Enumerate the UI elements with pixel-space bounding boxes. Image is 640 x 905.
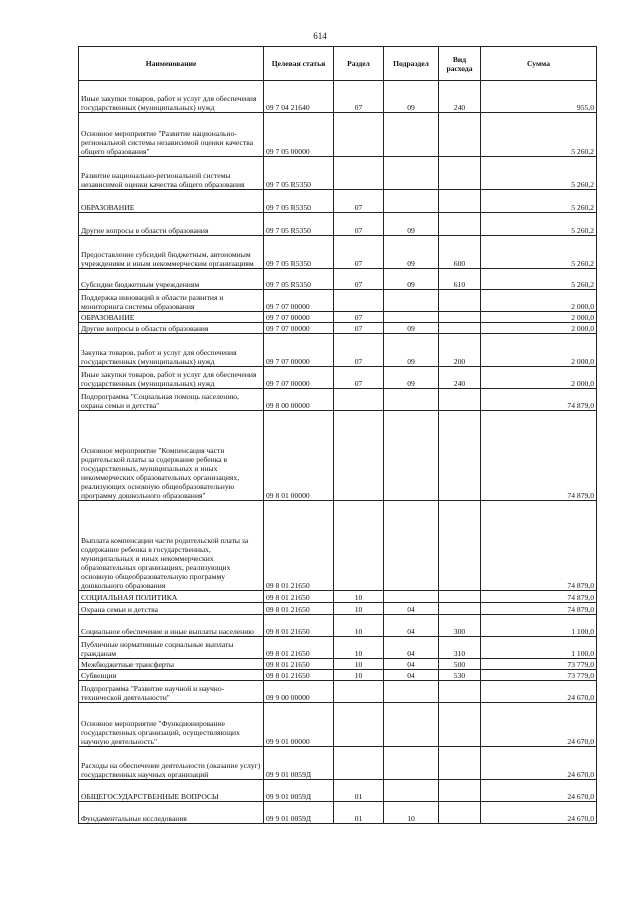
row-name-cell: ОБРАЗОВАНИЕ — [79, 312, 264, 323]
row-name-cell: Охрана семьи и детства — [79, 603, 264, 615]
table-row — [79, 659, 597, 670]
row-subsection-cell: 04 — [384, 670, 439, 681]
row-code-cell: 09 8 01 21650 — [264, 501, 334, 591]
row-section-cell — [334, 747, 384, 780]
row-type-cell — [439, 213, 481, 236]
row-type-cell — [439, 157, 481, 190]
row-type-cell: 500 — [439, 659, 481, 670]
table-row — [79, 747, 597, 780]
row-subsection-cell: 04 — [384, 603, 439, 615]
row-subsection-cell — [384, 681, 439, 703]
row-sum-cell: 74 879,0 — [481, 411, 597, 501]
header-code: Целевая статья — [264, 47, 334, 81]
table-row — [79, 157, 597, 190]
row-name-cell: Выплата компенсации части родительской платы за содержание ребенка в государственных, муниципальных и иных некоммерческих образовательных организациях, реализующих основную общеобразовательную программу дошкольного образования — [79, 501, 264, 591]
table-header-row — [79, 47, 597, 81]
row-sum-cell: 5 260,2 — [481, 157, 597, 190]
table-row — [79, 190, 597, 213]
row-code-cell: 09 8 01 21650 — [264, 591, 334, 603]
row-code-cell: 09 7 07 00000 — [264, 323, 334, 334]
row-name-cell: Развитие национально-региональной системы независимой оценки качества общего образования — [79, 157, 264, 190]
row-section-cell — [334, 681, 384, 703]
row-subsection-cell: 10 — [384, 802, 439, 824]
row-name-cell: Социальное обеспечение и иные выплаты населению — [79, 615, 264, 637]
row-type-cell — [439, 703, 481, 747]
row-subsection-cell: 09 — [384, 269, 439, 290]
row-sum-cell: 74 879,0 — [481, 591, 597, 603]
row-sum-cell: 74 879,0 — [481, 603, 597, 615]
header-section: Раздел — [334, 47, 384, 81]
row-type-cell — [439, 802, 481, 824]
row-subsection-cell: 04 — [384, 615, 439, 637]
row-type-cell — [439, 501, 481, 591]
row-subsection-cell — [384, 389, 439, 411]
row-sum-cell: 2 000,0 — [481, 323, 597, 334]
row-type-cell — [439, 591, 481, 603]
table-row — [79, 312, 597, 323]
row-sum-cell: 955,0 — [481, 81, 597, 113]
header-sum: Сумма — [481, 47, 597, 81]
row-section-cell: 07 — [334, 236, 384, 269]
row-section-cell — [334, 157, 384, 190]
row-sum-cell: 24 670,0 — [481, 780, 597, 802]
row-sum-cell: 24 670,0 — [481, 747, 597, 780]
row-section-cell: 07 — [334, 367, 384, 389]
row-section-cell: 10 — [334, 637, 384, 659]
row-section-cell: 07 — [334, 269, 384, 290]
table-row — [79, 389, 597, 411]
row-name-cell: Поддержка инноваций в области развития и мониторинга системы образования — [79, 290, 264, 312]
row-name-cell: Фундаментальные исследования — [79, 802, 264, 824]
row-subsection-cell — [384, 157, 439, 190]
row-code-cell: 09 8 01 21650 — [264, 670, 334, 681]
row-sum-cell: 2 000,0 — [481, 312, 597, 323]
row-sum-cell: 24 670,0 — [481, 703, 597, 747]
row-code-cell: 09 8 01 21650 — [264, 659, 334, 670]
row-subsection-cell: 09 — [384, 213, 439, 236]
row-name-cell: СОЦИАЛЬНАЯ ПОЛИТИКА — [79, 591, 264, 603]
row-subsection-cell — [384, 312, 439, 323]
row-subsection-cell: 04 — [384, 659, 439, 670]
row-code-cell: 09 7 07 00000 — [264, 367, 334, 389]
row-name-cell: Публичные нормативные социальные выплаты гражданам — [79, 637, 264, 659]
row-name-cell: Субвенции — [79, 670, 264, 681]
table-row — [79, 236, 597, 269]
row-code-cell: 09 7 07 00000 — [264, 334, 334, 367]
row-sum-cell: 5 260,2 — [481, 213, 597, 236]
row-sum-cell: 5 260,2 — [481, 236, 597, 269]
row-section-cell: 10 — [334, 591, 384, 603]
row-type-cell: 600 — [439, 236, 481, 269]
row-code-cell: 09 8 01 21650 — [264, 603, 334, 615]
row-name-cell: Основное мероприятие "Функционирование государственных организаций, осуществляющих научную деятельность" — [79, 703, 264, 747]
row-section-cell: 10 — [334, 670, 384, 681]
row-name-cell: Предоставление субсидий бюджетным, автономным учреждениям и иным некоммерческим организациям — [79, 236, 264, 269]
row-subsection-cell — [384, 501, 439, 591]
row-sum-cell: 24 670,0 — [481, 802, 597, 824]
row-section-cell: 07 — [334, 190, 384, 213]
row-code-cell: 09 8 00 00000 — [264, 389, 334, 411]
table-row — [79, 323, 597, 334]
row-section-cell: 07 — [334, 323, 384, 334]
row-section-cell: 07 — [334, 213, 384, 236]
table-row — [79, 637, 597, 659]
table-row — [79, 81, 597, 113]
row-section-cell — [334, 703, 384, 747]
row-type-cell — [439, 681, 481, 703]
row-code-cell: 09 9 01 0059Д — [264, 780, 334, 802]
row-sum-cell: 1 100,0 — [481, 615, 597, 637]
row-sum-cell: 5 260,2 — [481, 190, 597, 213]
row-type-cell — [439, 290, 481, 312]
row-sum-cell: 2 000,0 — [481, 367, 597, 389]
table-row — [79, 334, 597, 367]
row-name-cell: Другие вопросы в области образования — [79, 323, 264, 334]
row-section-cell — [334, 411, 384, 501]
row-sum-cell: 2 000,0 — [481, 290, 597, 312]
row-section-cell — [334, 389, 384, 411]
table-row — [79, 591, 597, 603]
table-row — [79, 615, 597, 637]
row-subsection-cell — [384, 780, 439, 802]
row-type-cell — [439, 603, 481, 615]
row-type-cell: 300 — [439, 615, 481, 637]
table-row — [79, 670, 597, 681]
row-subsection-cell — [384, 591, 439, 603]
row-sum-cell: 74 879,0 — [481, 389, 597, 411]
row-type-cell — [439, 780, 481, 802]
row-name-cell: Межбюджетные трансферты — [79, 659, 264, 670]
row-code-cell: 09 9 01 00000 — [264, 703, 334, 747]
row-code-cell: 09 8 01 21650 — [264, 637, 334, 659]
row-type-cell: 610 — [439, 269, 481, 290]
row-type-cell: 200 — [439, 334, 481, 367]
table-row — [79, 269, 597, 290]
row-code-cell: 09 7 05 R5350 — [264, 213, 334, 236]
row-name-cell: Другие вопросы в области образования — [79, 213, 264, 236]
row-name-cell: Подпрограмма "Социальная помощь населению, охрана семьи и детства" — [79, 389, 264, 411]
header-name: Наименование — [79, 47, 264, 81]
row-type-cell — [439, 747, 481, 780]
row-code-cell: 09 7 07 00000 — [264, 312, 334, 323]
row-type-cell — [439, 411, 481, 501]
row-name-cell: Иные закупки товаров, работ и услуг для обеспечения государственных (муниципальных) нужд — [79, 367, 264, 389]
row-name-cell: Основное мероприятие "Развитие национально-региональной системы независимой оценки качества общего образования" — [79, 113, 264, 157]
row-type-cell: 310 — [439, 637, 481, 659]
row-section-cell: 07 — [334, 81, 384, 113]
row-code-cell: 09 7 07 00000 — [264, 290, 334, 312]
row-code-cell: 09 8 01 21650 — [264, 615, 334, 637]
row-subsection-cell: 09 — [384, 334, 439, 367]
row-subsection-cell — [384, 113, 439, 157]
row-section-cell: 10 — [334, 659, 384, 670]
row-type-cell — [439, 312, 481, 323]
row-code-cell: 09 9 00 00000 — [264, 681, 334, 703]
row-subsection-cell: 09 — [384, 236, 439, 269]
row-type-cell — [439, 323, 481, 334]
row-sum-cell: 24 670,0 — [481, 681, 597, 703]
row-sum-cell: 1 100,0 — [481, 637, 597, 659]
row-subsection-cell: 09 — [384, 81, 439, 113]
table-row — [79, 367, 597, 389]
table-row — [79, 290, 597, 312]
row-sum-cell: 74 879,0 — [481, 501, 597, 591]
row-subsection-cell: 04 — [384, 637, 439, 659]
row-type-cell: 240 — [439, 81, 481, 113]
row-sum-cell: 73 779,0 — [481, 659, 597, 670]
row-name-cell: Подпрограмма "Развитие научной и научно-технической деятельности" — [79, 681, 264, 703]
table-row — [79, 113, 597, 157]
row-name-cell: ОБРАЗОВАНИЕ — [79, 190, 264, 213]
row-code-cell: 09 7 05 R5350 — [264, 190, 334, 213]
row-code-cell: 09 7 05 00000 — [264, 113, 334, 157]
page-number: 614 — [313, 31, 327, 41]
row-name-cell: Закупка товаров, работ и услуг для обеспечения государственных (муниципальных) нужд — [79, 334, 264, 367]
row-section-cell: 10 — [334, 603, 384, 615]
row-name-cell: Иные закупки товаров, работ и услуг для обеспечения государственных (муниципальных) нужд — [79, 81, 264, 113]
row-subsection-cell — [384, 747, 439, 780]
header-expense-type: Вид расхода — [439, 47, 481, 81]
row-section-cell — [334, 113, 384, 157]
table-row — [79, 681, 597, 703]
table-row — [79, 501, 597, 591]
row-section-cell: 07 — [334, 312, 384, 323]
table-row — [79, 603, 597, 615]
row-code-cell: 09 9 01 0059Д — [264, 802, 334, 824]
row-section-cell: 01 — [334, 802, 384, 824]
row-sum-cell: 5 260,2 — [481, 269, 597, 290]
row-section-cell — [334, 290, 384, 312]
row-code-cell: 09 9 01 0059Д — [264, 747, 334, 780]
budget-table — [78, 46, 597, 824]
row-sum-cell: 73 779,0 — [481, 670, 597, 681]
row-subsection-cell — [384, 190, 439, 213]
row-code-cell: 09 7 05 R5350 — [264, 157, 334, 190]
row-code-cell: 09 7 05 R5350 — [264, 236, 334, 269]
row-section-cell — [334, 501, 384, 591]
row-section-cell: 10 — [334, 615, 384, 637]
row-section-cell: 01 — [334, 780, 384, 802]
row-name-cell: Основное мероприятие "Компенсация части родительской платы за содержание ребенка в государственных, муниципальных и иных некоммерческих образовательных организациях, реализующих основную общеобразовательную программу дошкольного образования" — [79, 411, 264, 501]
row-name-cell: ОБЩЕГОСУДАРСТВЕННЫЕ ВОПРОСЫ — [79, 780, 264, 802]
table-row — [79, 780, 597, 802]
row-type-cell — [439, 113, 481, 157]
row-type-cell — [439, 389, 481, 411]
row-subsection-cell: 09 — [384, 323, 439, 334]
row-type-cell: 530 — [439, 670, 481, 681]
row-name-cell: Субсидии бюджетным учреждениям — [79, 269, 264, 290]
row-section-cell: 07 — [334, 334, 384, 367]
table-row — [79, 703, 597, 747]
row-sum-cell: 2 000,0 — [481, 334, 597, 367]
row-subsection-cell — [384, 290, 439, 312]
table-row — [79, 802, 597, 824]
row-subsection-cell — [384, 411, 439, 501]
table-row — [79, 213, 597, 236]
row-code-cell: 09 7 04 21640 — [264, 81, 334, 113]
row-type-cell: 240 — [439, 367, 481, 389]
row-subsection-cell — [384, 703, 439, 747]
row-type-cell — [439, 190, 481, 213]
row-code-cell: 09 8 01 00000 — [264, 411, 334, 501]
row-subsection-cell: 09 — [384, 367, 439, 389]
row-sum-cell: 5 260,2 — [481, 113, 597, 157]
row-name-cell: Расходы на обеспечение деятельности (оказание услуг) государственных научных организаций — [79, 747, 264, 780]
row-code-cell: 09 7 05 R5350 — [264, 269, 334, 290]
header-subsection: Подраздел — [384, 47, 439, 81]
table-row — [79, 411, 597, 501]
